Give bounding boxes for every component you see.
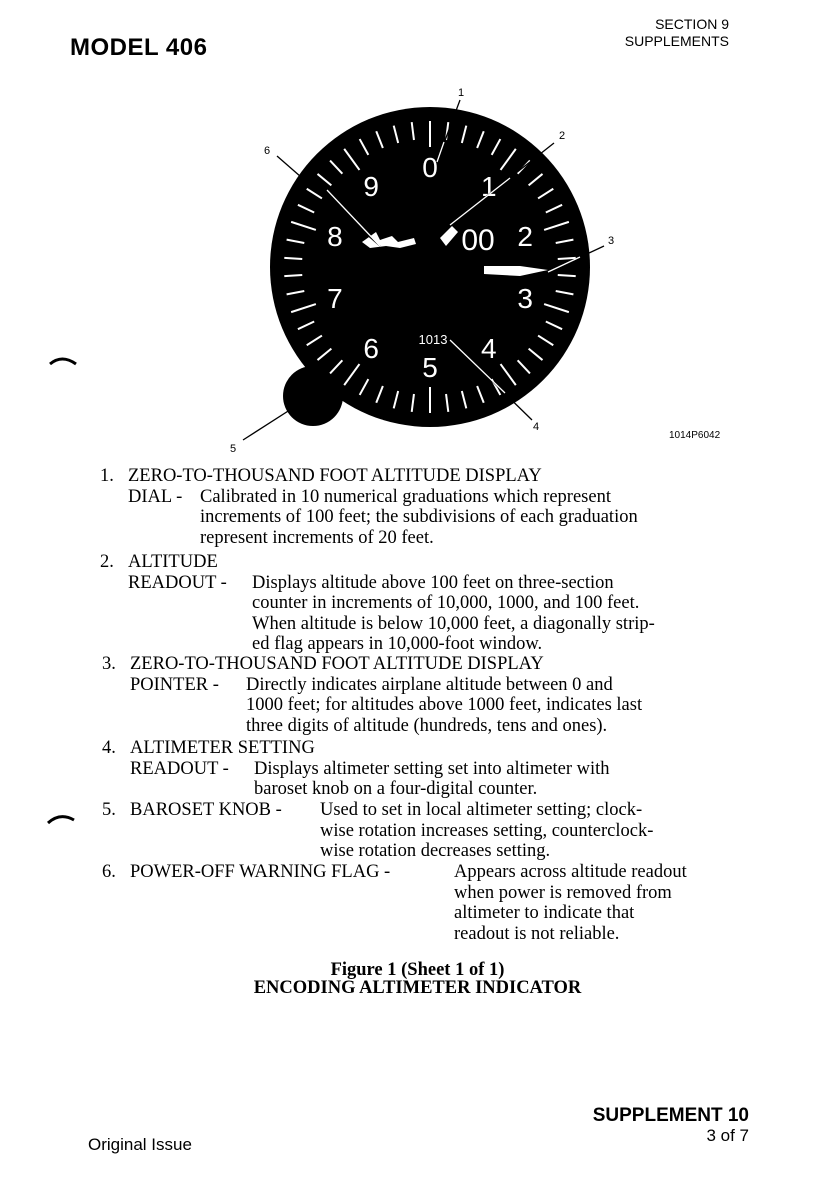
item-label: POINTER - (130, 674, 219, 695)
item-title: ALTITUDE (128, 552, 218, 572)
item-line: 1000 feet; for altitudes above 1000 feet, indicates last (246, 695, 643, 715)
item-number: 2. (100, 552, 114, 572)
figure-caption-title: ENCODING ALTIMETER INDICATOR (253, 978, 582, 998)
dial-numeral: 6 (363, 332, 380, 364)
dial-tick (558, 275, 576, 276)
figure-code: 1014P6042 (669, 430, 721, 441)
item-line: three digits of altitude (hundreds, tens and ones). (246, 715, 608, 736)
change-bar-mark (46, 810, 78, 826)
supplement-label: SUPPLEMENT 10 (592, 1105, 749, 1126)
altimeter-figure (0, 0, 835, 470)
figure-caption-number: Figure 1 (Sheet 1 of 1) (330, 960, 505, 980)
dial-tick (558, 258, 576, 259)
item-line: counter in increments of 10,000, 1000, and 100 feet. (252, 593, 640, 613)
section-number: SECTION 9 (655, 16, 729, 32)
dial-numeral: 3 (517, 282, 533, 314)
issue-label: Original Issue (88, 1135, 192, 1154)
altimeter-illustration (0, 0, 835, 470)
item-line: ed flag appears in 10,000-foot window. (252, 634, 543, 654)
dial-numeral: 7 (327, 282, 343, 314)
altitude-readout: 00 (461, 224, 495, 257)
item-title: ZERO-TO-THOUSAND FOOT ALTITUDE DISPLAY (128, 466, 542, 486)
dial-numeral: 2 (517, 221, 533, 253)
item-line: baroset knob on a four-digital counter. (254, 779, 538, 799)
item-line: Displays altimeter setting set into altimeter with (254, 758, 610, 779)
item-title: ALTIMETER SETTING (130, 738, 315, 758)
model-title: MODEL 406 (70, 34, 208, 61)
dial-numeral: 8 (327, 221, 343, 253)
callout-6: 6 (264, 145, 271, 157)
callout-2: 2 (559, 130, 566, 142)
item-line: altimeter to indicate that (454, 903, 635, 923)
item-label: READOUT - (128, 572, 227, 593)
item-number: 6. (102, 862, 116, 882)
dial-tick (284, 258, 302, 259)
item-line: Appears across altitude readout (454, 862, 687, 882)
dial-numeral: 1 (480, 171, 497, 203)
dial-numeral: 9 (363, 171, 380, 203)
item-line: represent increments of 20 feet. (200, 527, 434, 548)
dial-numeral: 0 (422, 152, 438, 183)
item-line: When altitude is below 10,000 feet, a diagonally strip- (252, 613, 655, 634)
item-label: DIAL - (128, 486, 183, 507)
callout-4: 4 (533, 421, 540, 433)
callout-3: 3 (608, 235, 615, 247)
item-line: wise rotation increases setting, counterclock- (320, 820, 654, 841)
section-name: SUPPLEMENTS (624, 33, 729, 49)
item-title: ZERO-TO-THOUSAND FOOT ALTITUDE DISPLAY (130, 654, 544, 674)
item-number: 4. (102, 738, 116, 758)
item-line: Displays altitude above 100 feet on three-section (252, 572, 614, 593)
dial-numeral: 4 (480, 332, 497, 364)
item-title: POWER-OFF WARNING FLAG - (130, 862, 391, 882)
item-line: Used to set in local altimeter setting; clock- (320, 800, 643, 820)
item-title: BAROSET KNOB - (130, 800, 282, 820)
item-line: Directly indicates airplane altitude between 0 and (246, 674, 613, 695)
item-line: increments of 100 feet; the subdivisions of each graduation (200, 507, 638, 527)
callout-1: 1 (458, 87, 465, 99)
page-number: 3 of 7 (706, 1126, 749, 1145)
item-line: Calibrated in 10 numerical graduations which represent (200, 486, 611, 507)
change-bar-mark (48, 354, 80, 368)
item-line: readout is not reliable. (454, 923, 620, 944)
callout-5: 5 (230, 443, 237, 455)
item-line: wise rotation decreases setting. (320, 841, 551, 861)
item-number: 3. (102, 654, 116, 674)
dial-numeral: 5 (422, 352, 438, 383)
item-line: when power is removed from (454, 882, 672, 903)
item-label: READOUT - (130, 758, 229, 779)
baro-setting-readout: 1013 (418, 332, 448, 347)
item-number: 5. (102, 800, 116, 820)
item-number: 1. (100, 466, 114, 486)
dial-tick (284, 275, 302, 276)
